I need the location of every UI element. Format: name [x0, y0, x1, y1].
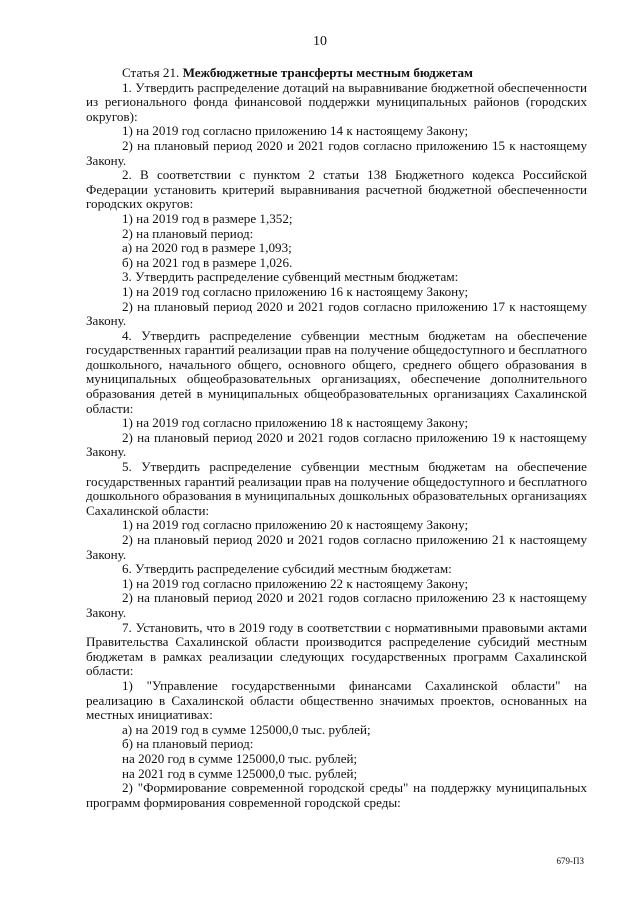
paragraph: 2) на плановый период 2020 и 2021 годов согласно приложению 21 к настоящему Закону.: [86, 532, 587, 562]
page-number: 10: [313, 34, 327, 49]
paragraph: 1) "Управление государственными финансами Сахалинской области" на реализацию в Сахалинской области общественно значимых проектов, основанных на местных инициативах:: [86, 677, 587, 723]
paragraph: 6. Утвердить распределение субсидий местным бюджетам:: [122, 561, 452, 577]
paragraph: 4. Утвердить распределение субвенции местным бюджетам на обеспечение государственных гарантий реализации прав на получение общедоступного и бесплатного дошкольного, начального общего, основного общего, среднего общего образования в муниципальных общеобразовательных организациях, обеспечение дополнительного образования детей в муниципальных общеобразовательных организациях Сахалинской области:: [86, 327, 587, 416]
paragraph: 2. В соответствии с пунктом 2 статьи 138 Бюджетного кодекса Российской Федерации установить критерий выравнивания расчетной бюджетной обеспеченности городских округов:: [86, 167, 587, 212]
paragraph: б) на плановый период:: [122, 736, 254, 752]
paragraph: 7. Установить, что в 2019 году в соответствии с нормативными правовыми актами Правительства Сахалинской области производится распределение субсидий местным бюджетам в рамках реализации следующих государственных программ Сахалинской области:: [86, 619, 587, 679]
paragraph: а) на 2020 год в размере 1,093;: [122, 240, 292, 256]
paragraph: 2) "Формирование современной городской среды" на поддержку муниципальных программ формирования современной городской среды:: [86, 780, 587, 810]
paragraph: на 2021 год в сумме 125000,0 тыс. рублей;: [122, 765, 358, 781]
paragraph: 2) на плановый период 2020 и 2021 годов согласно приложению 19 к настоящему Закону.: [86, 429, 587, 460]
article-prefix: Статья 21.: [122, 65, 180, 80]
paragraph: 1) на 2019 год согласно приложению 22 к настоящему Закону;: [122, 575, 469, 591]
paragraph: 2) на плановый период 2020 и 2021 годов согласно приложению 17 к настоящему Закону.: [86, 298, 587, 329]
document-body: [86, 66, 587, 810]
paragraph: 3. Утвердить распределение субвенций местным бюджетам:: [122, 269, 459, 285]
paragraph: 2) на плановый период 2020 и 2021 годов согласно приложению 23 к настоящему Закону.: [86, 590, 587, 620]
paragraph: 1) на 2019 год согласно приложению 16 к настоящему Закону;: [122, 283, 469, 299]
paragraph: б) на 2021 год в размере 1,026.: [122, 254, 293, 270]
paragraph: 2) на плановый период 2020 и 2021 годов согласно приложению 15 к настоящему Закону.: [86, 137, 587, 168]
article-title: Межбюджетные трансферты местным бюджетам: [182, 65, 473, 80]
paragraph: 1) на 2019 год согласно приложению 20 к настоящему Закону;: [122, 517, 469, 533]
paragraph: 1. Утвердить распределение дотаций на выравнивание бюджетной обеспеченности из регионального фонда финансовой поддержки муниципальных районов (городских округов):: [86, 79, 587, 124]
paragraph: 1) на 2019 год согласно приложению 18 к настоящему Закону;: [122, 415, 469, 431]
paragraph: 2) на плановый период:: [122, 225, 254, 241]
document-code: 679-ПЗ: [556, 856, 584, 866]
article-heading: [86, 66, 587, 81]
paragraph: а) на 2019 год в сумме 125000,0 тыс. рублей;: [122, 721, 371, 737]
paragraph: 1) на 2019 год согласно приложению 14 к настоящему Закону;: [122, 123, 469, 139]
paragraph: 5. Утвердить распределение субвенции местным бюджетам на обеспечение государственных гарантий реализации прав на получение общедоступного и бесплатного дошкольного образования в муниципальных дошкольных образовательных организациях Сахалинской области:: [86, 459, 587, 518]
paragraph: 1) на 2019 год в размере 1,352;: [122, 210, 293, 226]
paragraph: на 2020 год в сумме 125000,0 тыс. рублей;: [122, 750, 358, 766]
